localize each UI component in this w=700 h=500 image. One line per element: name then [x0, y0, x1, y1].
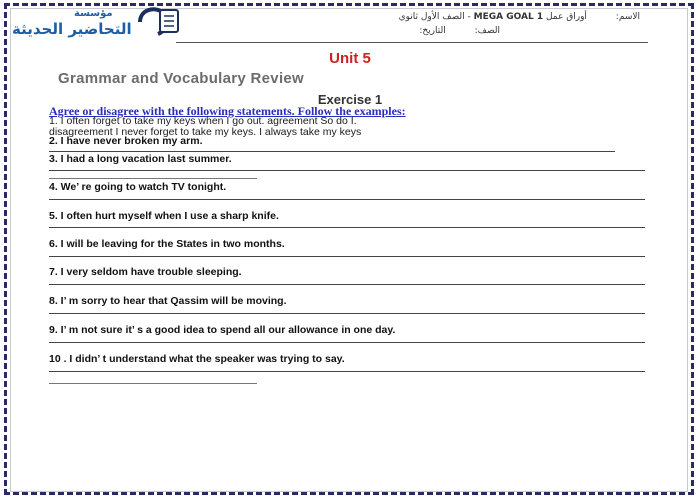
exercise-item: 5. I often hurt myself when I use a sharp knife. — [49, 210, 279, 222]
answer-line[interactable] — [49, 178, 257, 179]
exercise-item: 10 . I didn’ t understand what the speaker was trying to say. — [49, 353, 345, 365]
logo-main-text: التحاضير الحديثة — [12, 20, 132, 38]
logo-top-text: مؤسسة — [74, 8, 113, 19]
answer-line[interactable] — [49, 342, 645, 343]
answer-line[interactable] — [49, 383, 257, 384]
class-label: الصف: — [474, 26, 500, 36]
name-label: الاسم: — [615, 12, 640, 22]
answer-line[interactable] — [49, 151, 615, 152]
example-line-1: 1. I often forget to take my keys when I go out. agreement So do I. — [49, 115, 357, 127]
exercise-instructions: Agree or disagree with the following statements. Follow the examples: — [49, 104, 406, 118]
example-line-2: disagreement I never forget to take my keys. I always take my keys — [49, 126, 362, 138]
exercise-item: 8. I’ m sorry to hear that Qassim will be moving. — [49, 295, 287, 307]
exercise-item: 4. We’ re going to watch TV tonight. — [49, 181, 227, 193]
grade-label: - الصف الأول ثانوي — [398, 12, 471, 22]
exercise-item: 2. I have never broken my arm. — [49, 135, 203, 147]
answer-line[interactable] — [49, 170, 645, 171]
publisher-logo — [6, 4, 182, 44]
exercise-title: Exercise 1 — [317, 92, 383, 107]
exercise-item: 3. I had a long vacation last summer. — [49, 153, 232, 165]
review-title: Grammar and Vocabulary Review — [58, 70, 305, 87]
worksheet-header — [200, 10, 640, 38]
exercise-item: 7. I very seldom have trouble sleeping. — [49, 266, 242, 278]
answer-line[interactable] — [49, 256, 645, 257]
book-title: MEGA GOAL 1 — [473, 12, 544, 22]
logo-mark-icon — [134, 4, 182, 40]
answer-line[interactable] — [49, 313, 645, 314]
book-label: أوراق عمل — [545, 12, 587, 22]
answer-line[interactable] — [49, 371, 645, 372]
unit-title: Unit 5 — [329, 50, 371, 67]
header-divider — [176, 42, 648, 43]
date-label: التاريخ: — [419, 26, 446, 36]
answer-line[interactable] — [49, 284, 645, 285]
answer-line[interactable] — [49, 199, 645, 200]
exercise-item: 6. I will be leaving for the States in two months. — [49, 238, 285, 250]
exercise-item: 9. I’ m not sure it’ s a good idea to spend all our allowance in one day. — [49, 324, 396, 336]
answer-line[interactable] — [49, 227, 645, 228]
